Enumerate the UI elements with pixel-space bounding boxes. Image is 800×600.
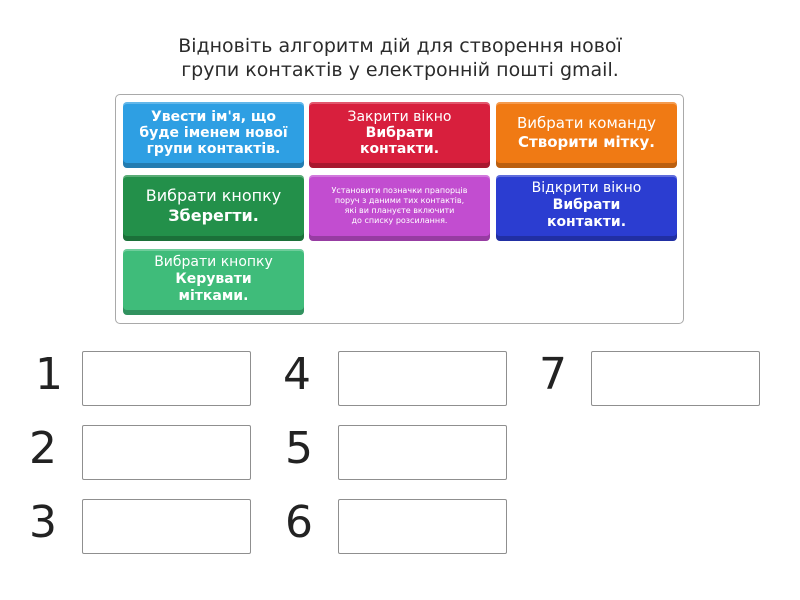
task-title-line-2: групи контактів у електронній пошті gmail. (181, 59, 619, 81)
slot-number-3: 3 (29, 497, 57, 548)
card-text: Керувати (175, 271, 252, 287)
cards-panel (115, 94, 684, 324)
task-title-line-1: Відновіть алгоритм дій для створення нової (178, 35, 622, 57)
answer-slot-1[interactable] (82, 351, 251, 406)
card-text: контакти. (359, 140, 440, 157)
answer-slot-2[interactable] (82, 425, 251, 480)
card-enter-group-name[interactable] (123, 102, 304, 168)
card-click-save[interactable] (123, 175, 304, 241)
card-text: які ви плануєте включити (344, 205, 455, 215)
card-close-select-contacts[interactable] (309, 102, 490, 168)
card-text: Закрити вікно (347, 108, 452, 125)
card-text: Вибрати (552, 197, 621, 213)
card-text: Вибрати команду (516, 113, 657, 132)
slot-number-2: 2 (29, 423, 57, 474)
answer-slot-5[interactable] (338, 425, 507, 480)
slot-number-5: 5 (285, 423, 313, 474)
answer-slot-7[interactable] (591, 351, 760, 406)
card-open-select-contacts[interactable] (496, 175, 677, 241)
card-text: буде іменем нової (139, 124, 288, 141)
card-text: поруч з даними тих контактів, (334, 195, 465, 205)
slot-number-6: 6 (285, 497, 313, 548)
card-text: Установити позначки прапорців (331, 185, 468, 195)
answer-slot-3[interactable] (82, 499, 251, 554)
card-text: Вибрати (365, 124, 434, 141)
answer-slot-6[interactable] (338, 499, 507, 554)
card-text: Вибрати кнопку (154, 254, 273, 270)
card-text: Створити мітку. (518, 132, 655, 151)
answer-slot-4[interactable] (338, 351, 507, 406)
slot-number-1: 1 (35, 349, 63, 400)
card-text: контакти. (546, 214, 627, 230)
card-create-label[interactable] (496, 102, 677, 168)
card-text: мітками. (178, 288, 249, 304)
card-text: до списку розсилання. (351, 215, 448, 225)
card-text: Зберегти. (168, 205, 259, 225)
card-text: Відкрити вікно (531, 180, 642, 196)
slot-number-4: 4 (283, 349, 311, 400)
slot-number-7: 7 (539, 349, 567, 400)
card-text: Вибрати кнопку (145, 185, 282, 205)
card-text: Увести ім'я, що (150, 108, 277, 125)
card-manage-labels[interactable] (123, 249, 304, 315)
card-set-checkboxes[interactable] (309, 175, 490, 241)
task-title (0, 34, 800, 82)
card-text: групи контактів. (146, 140, 281, 157)
